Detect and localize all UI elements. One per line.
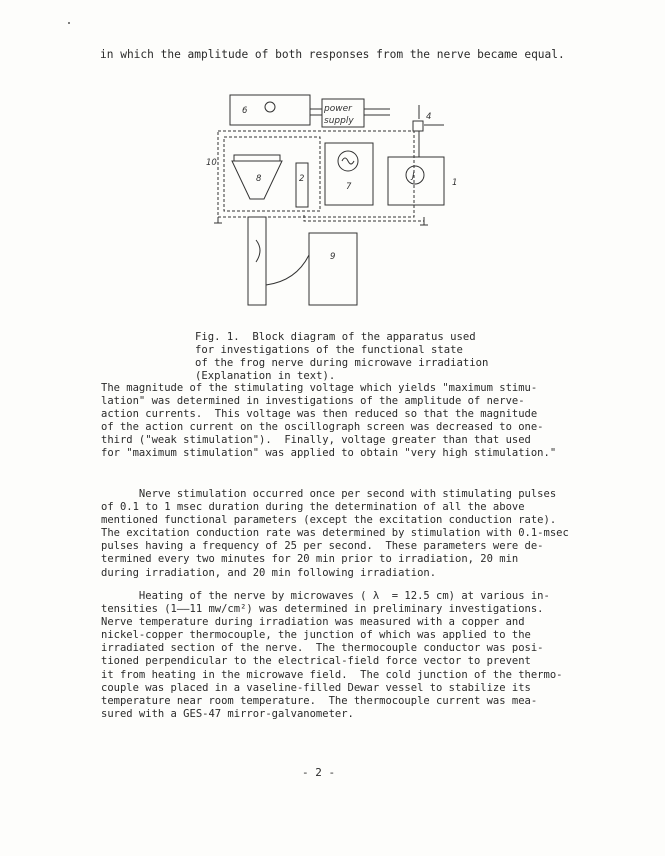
text-line: for "maximum stimulation" was applied to obtain "very high stimulation." [101, 447, 557, 460]
label-8: 8 [256, 174, 262, 184]
text-line: sured with a GES-47 mirror-galvanometer. [101, 707, 354, 720]
text-line: Heating of the nerve by microwaves ( λ = 12.5 cm) at various in- [101, 590, 550, 602]
text-line: termined every two minutes for 20 min prior to irradiation, 20 min [101, 553, 519, 566]
box-j [388, 157, 444, 205]
label-1: 1 [452, 178, 458, 188]
paragraph-heating [101, 590, 591, 721]
text-line: tensities (1––11 mw/cm²) was determined in preliminary investigations. [101, 603, 544, 616]
text-line: lation" was determined in investigations of the amplitude of nerve- [101, 395, 525, 408]
box-7 [325, 143, 373, 205]
caption-line: (Explanation in text). [195, 370, 336, 382]
text-line: of the action current on the oscillograph screen was decreased to one- [101, 421, 544, 434]
caption-line: Fig. 1. Block diagram of the apparatus used [195, 331, 476, 343]
paragraph-nerve-stimulation [101, 488, 591, 580]
text-line: The magnitude of the stimulating voltage which yields "maximum stimu- [101, 382, 538, 394]
label-4: 4 [426, 112, 432, 122]
text-line: third ("weak stimulation"). Finally, voltage greater than that used [101, 434, 531, 447]
text-line: tioned perpendicular to the electrical-field force vector to prevent [101, 655, 531, 668]
label-7: 7 [346, 182, 352, 192]
page-number: - 2 - [302, 766, 336, 779]
label-6: 6 [242, 106, 248, 116]
caption-line: for investigations of the functional state [195, 344, 463, 356]
figure-caption [195, 331, 488, 383]
text-line: mentioned functional parameters (except the excitation conduction rate). [101, 514, 557, 527]
text-line: Nerve temperature during irradiation was measured with a copper and [101, 616, 525, 629]
text-line: irradiated section of the nerve. The thermocouple conductor was posi- [101, 642, 544, 655]
label-9: 9 [330, 252, 336, 262]
caption-line: of the frog nerve during microwave irradiation [195, 357, 489, 369]
text-line: The excitation conduction rate was determined by stimulation with 0.1-msec [101, 527, 569, 540]
box-9 [309, 233, 357, 305]
speck [68, 22, 70, 24]
box-2 [296, 163, 308, 207]
text-line: during irradiation, and 20 min following irradiation. [101, 566, 437, 579]
text-line: couple was placed in a vaseline-filled Dewar vessel to stabilize its [101, 681, 531, 694]
power-label-2: supply [324, 116, 354, 126]
paragraph-stimulation-voltage [101, 382, 591, 461]
text-line: it from heating in the microwave field. The cold junction of the thermo- [101, 668, 563, 681]
figure-block-diagram [206, 95, 462, 307]
label-2: 2 [299, 174, 305, 184]
text-line: action currents. This voltage was then reduced so that the magnitude [101, 408, 538, 421]
shield-outline [218, 131, 414, 217]
power-label-1: power [324, 104, 352, 114]
text-line: of 0.1 to 1 msec duration during the determination of all the above [101, 501, 525, 514]
text-line: nickel-copper thermocouple, the junction of which was applied to the [101, 629, 531, 642]
text-line: temperature near room temperature. The thermocouple current was mea- [101, 694, 538, 707]
text-line: pulses having a frequency of 25 per second. These parameters were de- [101, 540, 544, 553]
text-line: Nerve stimulation occurred once per second with stimulating pulses [101, 488, 557, 500]
label-j: J [412, 171, 415, 181]
top-text-line: in which the amplitude of both responses from the nerve became equal. [100, 48, 565, 61]
label-10: 10 [206, 158, 217, 168]
